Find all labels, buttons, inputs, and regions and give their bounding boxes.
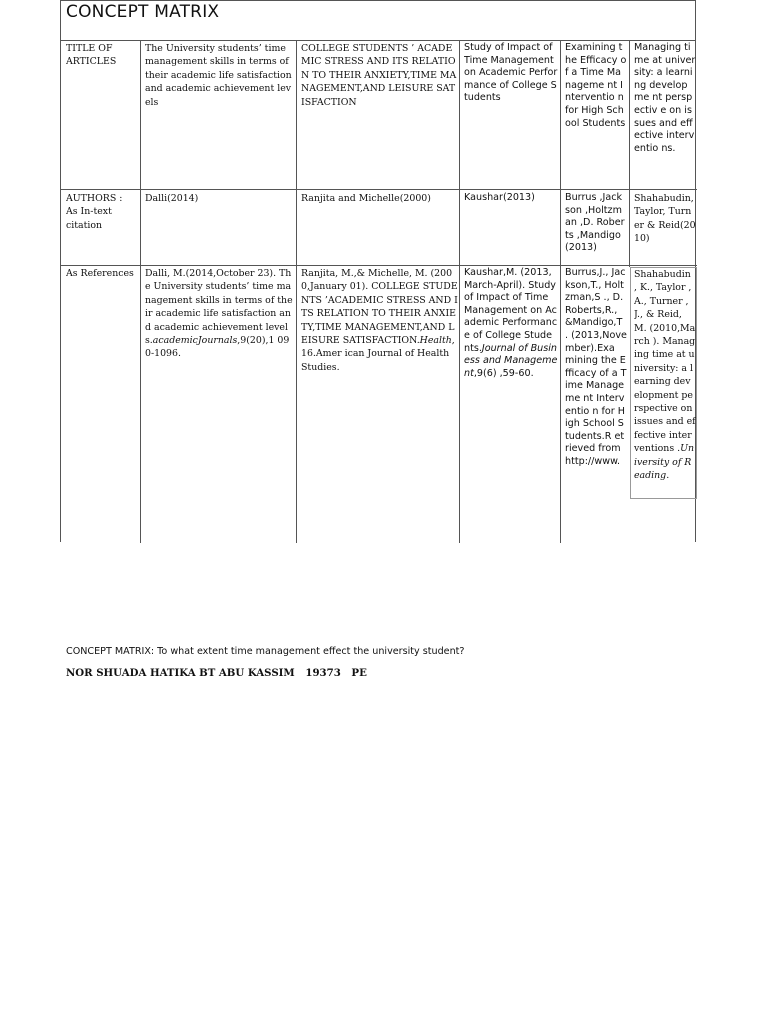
author-cell: Shahabudin, Taylor, Turner & Reid(2010): [634, 193, 696, 245]
reference-cell: [145, 267, 295, 361]
reference-text: Dalli, M.(2014,October 23). The University students’ time management skills in terms of their academic life satisfaction and academic achievement levels.: [145, 268, 293, 347]
reference-italic-text: University of Reading: [634, 443, 695, 482]
reference-text: Burrus,J., Jackson,T., Holtzman,S ., D. Roberts,R., &Mandigo,T . (2013,Nove mber).Exa mining the Efficacy of a Time Manageme nt Interventio n for High School Students.R etrieved from http://www.: [565, 267, 627, 467]
reference-cell: [634, 268, 696, 483]
reference-text: Kaushar,M. (2013,March-April). Study of Impact of Time Management on Academic Performance of College Students.: [464, 267, 558, 354]
matrix-caption: CONCEPT MATRIX: To what extent time management effect the university student?: [66, 646, 465, 657]
column-divider: [560, 41, 561, 543]
title-cell: Study of Impact of Time Management on Academic Performance of College Students: [464, 42, 558, 104]
reference-text: ,9(6) ,59-60.: [473, 367, 534, 379]
title-cell: Managing time at university: a learning developme nt perspectiv e on issues and effective interventio ns.: [634, 42, 696, 154]
title-cell: COLLEGE STUDENTS ’ ACADEMIC STRESS AND ITS RELATION TO THEIR ANXIETY,TIME MANAGEMENT,AND LEISURE SATISFACTION: [301, 43, 457, 108]
row-label-authors: AUTHORS : As In-text citation: [66, 193, 123, 231]
reference-cell: [464, 267, 558, 380]
row-divider: [61, 189, 697, 190]
reference-cell: [565, 267, 627, 543]
column-divider: [629, 41, 630, 267]
title-cell: The University students’ time management skills in terms of their academic life satisfaction and academic achievement levels: [145, 43, 292, 108]
title-cell: Examining the Efficacy of a Time Manageme nt Interventio n for High School Students: [565, 42, 627, 129]
reference-italic-text: academicJournals: [152, 335, 238, 347]
reference-italic-text: Journal of Business and Management: [464, 342, 558, 379]
author-cell: Kaushar(2013): [464, 192, 535, 203]
reference-text: Ranjita, M.,& Michelle, M. (2000,January 01). COLLEGE STUDENTS ’ACADEMIC STRESS AND ITS RELATION TO THEIR ANXIETY,TIME MANAGEMENT,AND LEISURE SATISFACTION.: [301, 268, 458, 347]
reference-text: ,9(20),1 090-1096.: [145, 335, 290, 360]
reference-cell: [301, 267, 458, 374]
column-divider: [296, 41, 297, 543]
reference-italic-text: Health: [419, 335, 452, 347]
row-divider: [61, 265, 697, 266]
column-divider: [459, 41, 460, 543]
reference-text: Shahabudin , K., Taylor ,A., Turner ,J., & Reid, M. (2010,March ). Managing time at university: a learning development perspective on issues and effective interventions .: [634, 269, 696, 455]
column-divider: [140, 41, 141, 543]
author-cell: Ranjita and Michelle(2000): [301, 193, 431, 204]
author-cell: Dalli(2014): [145, 193, 199, 204]
row-label-title: TITLE OF ARTICLES: [66, 43, 117, 68]
matrix-title: CONCEPT MATRIX: [61, 1, 695, 41]
reference-text: .: [666, 470, 670, 482]
concept-matrix-table: [60, 0, 696, 542]
author-cell: Burrus ,Jackson ,Holtzman ,D. Roberts ,Mandigo (2013): [565, 192, 625, 254]
reference-text: ,16.Amer ican Journal of Health Studies.: [301, 335, 455, 373]
author-line: NOR SHUADA HATIKA BT ABU KASSIM 19373 PE: [66, 667, 367, 679]
row-label-references: As References: [66, 268, 134, 279]
